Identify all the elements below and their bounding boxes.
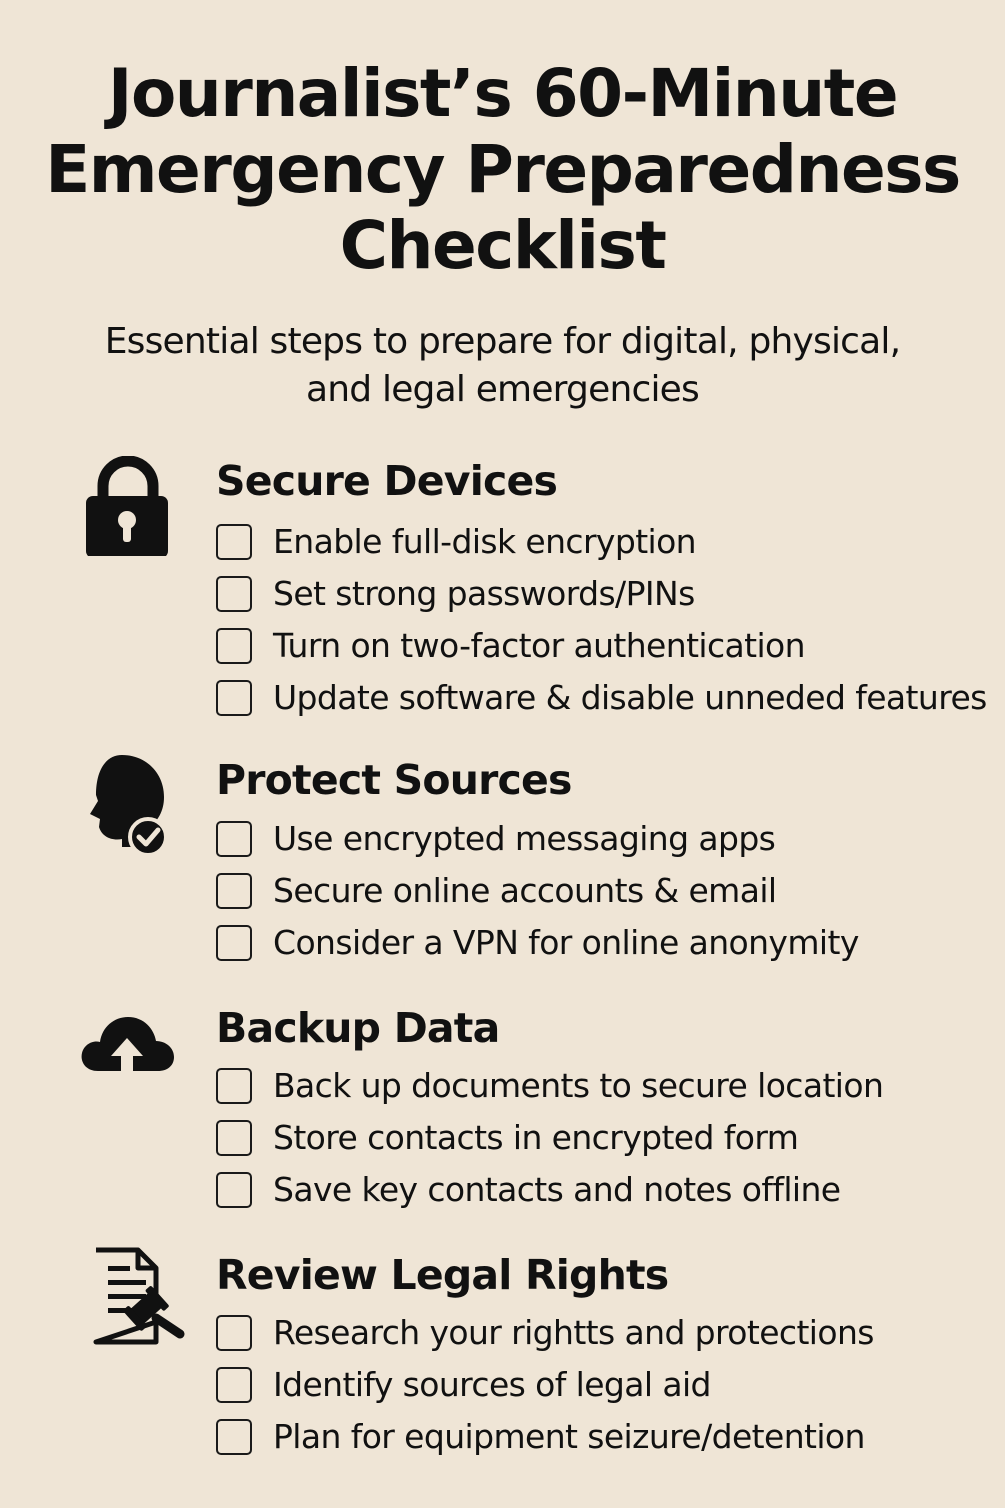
title-line: Emergency Preparedness xyxy=(45,131,960,208)
checklist-item-label: Back up documents to secure location xyxy=(273,1066,884,1105)
checkbox[interactable] xyxy=(216,873,252,909)
section-heading: Protect Sources xyxy=(216,756,572,804)
checkbox[interactable] xyxy=(216,524,252,560)
checkbox[interactable] xyxy=(216,1315,252,1351)
checkbox[interactable] xyxy=(216,680,252,716)
checklist-item-label: Enable full-disk encryption xyxy=(273,522,696,561)
checkbox[interactable] xyxy=(216,628,252,664)
title-line: Journalist’s 60-Minute xyxy=(107,55,898,132)
subtitle-line: Essential steps to prepare for digital, physical, xyxy=(104,321,901,362)
checkbox[interactable] xyxy=(216,1172,252,1208)
checkbox[interactable] xyxy=(216,576,252,612)
checklist-item[interactable] xyxy=(216,917,859,969)
head-shield-check-icon xyxy=(78,755,178,855)
checkbox[interactable] xyxy=(216,1367,252,1403)
checklist xyxy=(216,1307,874,1463)
checkbox[interactable] xyxy=(216,1068,252,1104)
checklist-item[interactable] xyxy=(216,1359,874,1411)
checklist-item[interactable] xyxy=(216,1112,883,1164)
checklist-item[interactable] xyxy=(216,813,859,865)
checklist-item[interactable] xyxy=(216,1307,874,1359)
checklist-item[interactable] xyxy=(216,568,987,620)
cloud-upload-icon xyxy=(78,1003,178,1103)
checklist-item-label: Store contacts in encrypted form xyxy=(273,1118,799,1157)
checklist-item-label: Save key contacts and notes offline xyxy=(273,1170,841,1209)
checklist-item-label: Use encrypted messaging apps xyxy=(273,819,776,858)
checklist-item-label: Identify sources of legal aid xyxy=(273,1365,711,1404)
checklist-item-label: Turn on two-factor authentication xyxy=(273,626,805,665)
section-heading: Review Legal Rights xyxy=(216,1251,669,1299)
legal-document-gavel-icon xyxy=(78,1246,178,1346)
checkbox[interactable] xyxy=(216,821,252,857)
page-title xyxy=(40,56,965,284)
checklist-item-label: Secure online accounts & email xyxy=(273,871,777,910)
checklist-item[interactable] xyxy=(216,1060,883,1112)
section-heading: Backup Data xyxy=(216,1004,500,1052)
checklist-item-label: Consider a VPN for online anonymity xyxy=(273,923,859,962)
checklist-item[interactable] xyxy=(216,620,987,672)
subtitle-line: and legal emergencies xyxy=(306,369,699,410)
checkbox[interactable] xyxy=(216,1419,252,1455)
title-line: Checklist xyxy=(339,207,666,284)
padlock-icon xyxy=(78,456,178,556)
checkbox[interactable] xyxy=(216,925,252,961)
checklist-item[interactable] xyxy=(216,516,987,568)
checklist-item[interactable] xyxy=(216,865,859,917)
section-heading: Secure Devices xyxy=(216,457,558,505)
checklist-item-label: Set strong passwords/PINs xyxy=(273,574,695,613)
checklist xyxy=(216,813,859,969)
page-subtitle xyxy=(60,318,945,414)
checkbox[interactable] xyxy=(216,1120,252,1156)
checklist-item[interactable] xyxy=(216,1164,883,1216)
checklist-item[interactable] xyxy=(216,672,987,724)
checklist-item-label: Research your rightts and protections xyxy=(273,1313,874,1352)
checklist-item-label: Plan for equipment seizure/detention xyxy=(273,1417,865,1456)
checklist xyxy=(216,1060,883,1216)
checklist-item-label: Update software & disable unneded features xyxy=(273,678,987,717)
checklist-item[interactable] xyxy=(216,1411,874,1463)
checklist xyxy=(216,516,987,724)
